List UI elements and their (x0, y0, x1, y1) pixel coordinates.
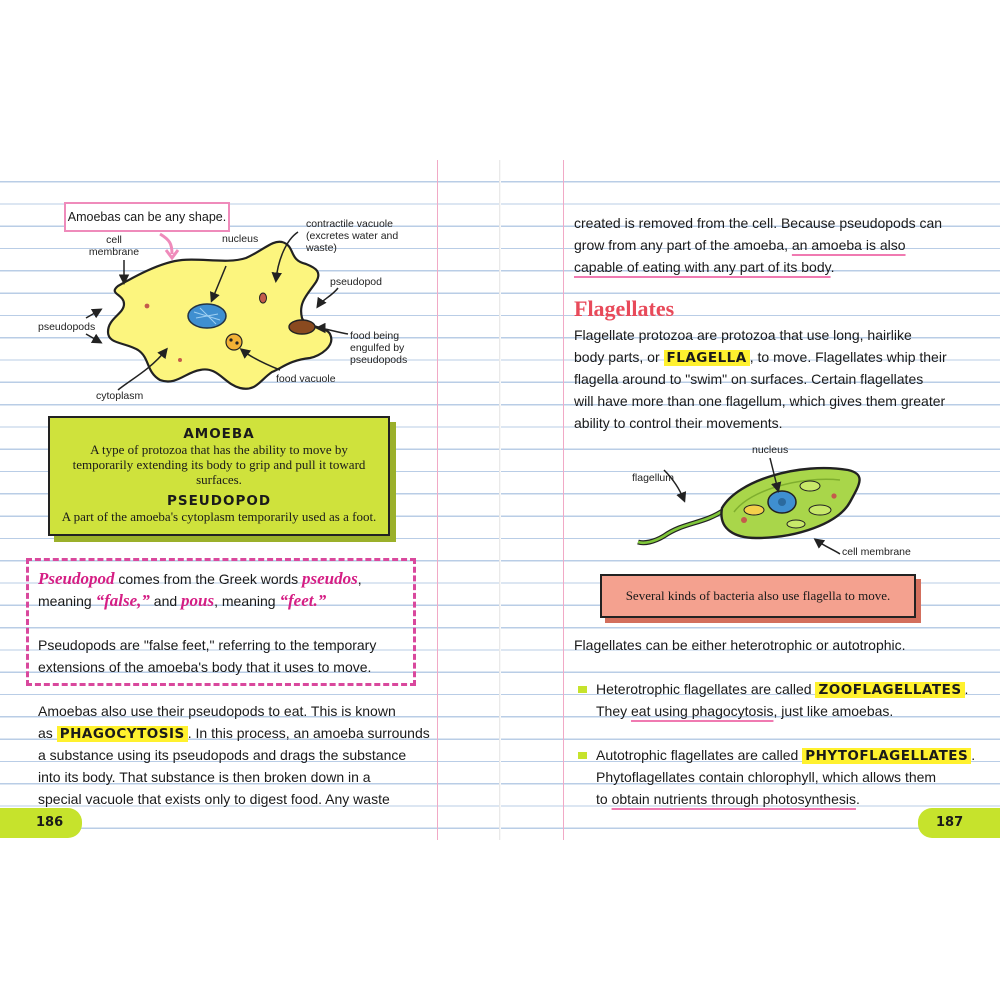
zooflagellates-term: ZOOFLAGELLATES (815, 682, 964, 698)
flagellate-diagram (620, 440, 920, 560)
etymology-line-2: meaning “false,” and pous, meaning “feet.” (38, 591, 327, 610)
amoeba-definition: A type of protozoa that has the ability to move by temporarily extending its body to grip and pull it toward surfaces. (72, 442, 366, 487)
bacteria-note: Several kinds of bacteria also use flagella to move. (600, 574, 916, 618)
bullet-marker-1 (578, 686, 587, 693)
intro-line-3: flagella around to "swim" on surfaces. Certain flagellates (574, 371, 924, 387)
cont-line-2: grow from any part of the amoeba, an amoeba is also (574, 237, 906, 253)
bullet-2-line-3: to obtain nutrients through photosynthesis. (596, 791, 860, 807)
phagocytosis-term: PHAGOCYTOSIS (57, 726, 188, 742)
cont-line-1: created is removed from the cell. Because pseudopods can (574, 215, 943, 231)
label-pseudopod: pseudopod (330, 276, 382, 288)
body-line-4: into its body. That substance is then broken down in a (38, 769, 371, 785)
page-number-left: 186 (0, 808, 82, 838)
either-line: Flagellates can be either heterotrophic or autotrophic. (574, 637, 906, 653)
shape-callout: Amoebas can be any shape. (64, 202, 230, 232)
intro-line-5: ability to control their movements. (574, 415, 783, 431)
label-cell-membrane: cell membrane (88, 234, 140, 258)
intro-line-1: Flagellate protozoa are protozoa that use long, hairlike (574, 327, 912, 343)
contractile-vacuole-shape (260, 293, 267, 303)
intro-line-4: will have more than one flagellum, which gives them greater (574, 393, 946, 409)
bullet-2-line-2: Phytoflagellates contain chlorophyll, which allows them (596, 769, 937, 785)
body-line-3: a substance using its pseudopods and drags the substance (38, 747, 407, 763)
amoeba-term: AMOEBA (183, 426, 255, 442)
book-gutter (499, 160, 501, 840)
label-pseudopods: pseudopods (38, 321, 96, 333)
label-flagellum: flagellum (632, 472, 675, 484)
definition-box (48, 416, 390, 536)
etymology-line-3: Pseudopods are "false feet," referring to the temporary (38, 637, 377, 653)
page-number-right: 187 (918, 808, 1000, 838)
etymology-line-1: Pseudopod comes from the Greek words pseudos, (38, 569, 362, 588)
flagella-term: FLAGELLA (664, 350, 750, 366)
label-food-vacuole: food vacuole (276, 373, 336, 385)
label-nucleus-flagellate: nucleus (752, 444, 789, 456)
bullet-1-line-1: Heterotrophic flagellates are called ZOOFLAGELLATES . (596, 681, 969, 698)
body-line-1: Amoebas also use their pseudopods to eat. This is known (38, 703, 396, 719)
bullet-marker-2 (578, 752, 587, 759)
bullet-1-line-2: They eat using phagocytosis, just like amoebas. (596, 703, 894, 719)
body-line-5: special vacuole that exists only to digest food. Any waste (38, 791, 390, 807)
right-margin-line (563, 160, 564, 840)
food-vacuole-shape (226, 334, 242, 350)
label-food-engulfed: food being engulfed by pseudopods (350, 330, 408, 366)
bullet-2-line-1: Autotrophic flagellates are called PHYTOFLAGELLATES . (596, 747, 976, 764)
body-line-2: as PHAGOCYTOSIS . In this process, an amoeba surrounds (38, 725, 430, 742)
label-contractile-vacuole: contractile vacuole (excretes water and waste) (306, 218, 399, 254)
label-cell-membrane-flagellate: cell membrane (842, 546, 911, 558)
etymology-line-4: extensions of the amoeba's body that it uses to move. (38, 659, 372, 675)
flagellates-heading: Flagellates (574, 296, 675, 321)
food-particle (289, 320, 315, 334)
pseudopod-definition: A part of the amoeba's cytoplasm temporarily used as a foot. (61, 509, 377, 524)
label-cytoplasm: cytoplasm (96, 390, 144, 402)
phytoflagellates-term: PHYTOFLAGELLATES (802, 748, 971, 764)
book-spread (0, 160, 1000, 840)
label-nucleus: nucleus (222, 233, 259, 245)
pseudopod-term: PSEUDOPOD (166, 493, 272, 509)
intro-line-2: body parts, or FLAGELLA , to move. Flagellates whip their (574, 349, 947, 366)
cont-line-3: capable of eating with any part of its body. (574, 259, 835, 275)
